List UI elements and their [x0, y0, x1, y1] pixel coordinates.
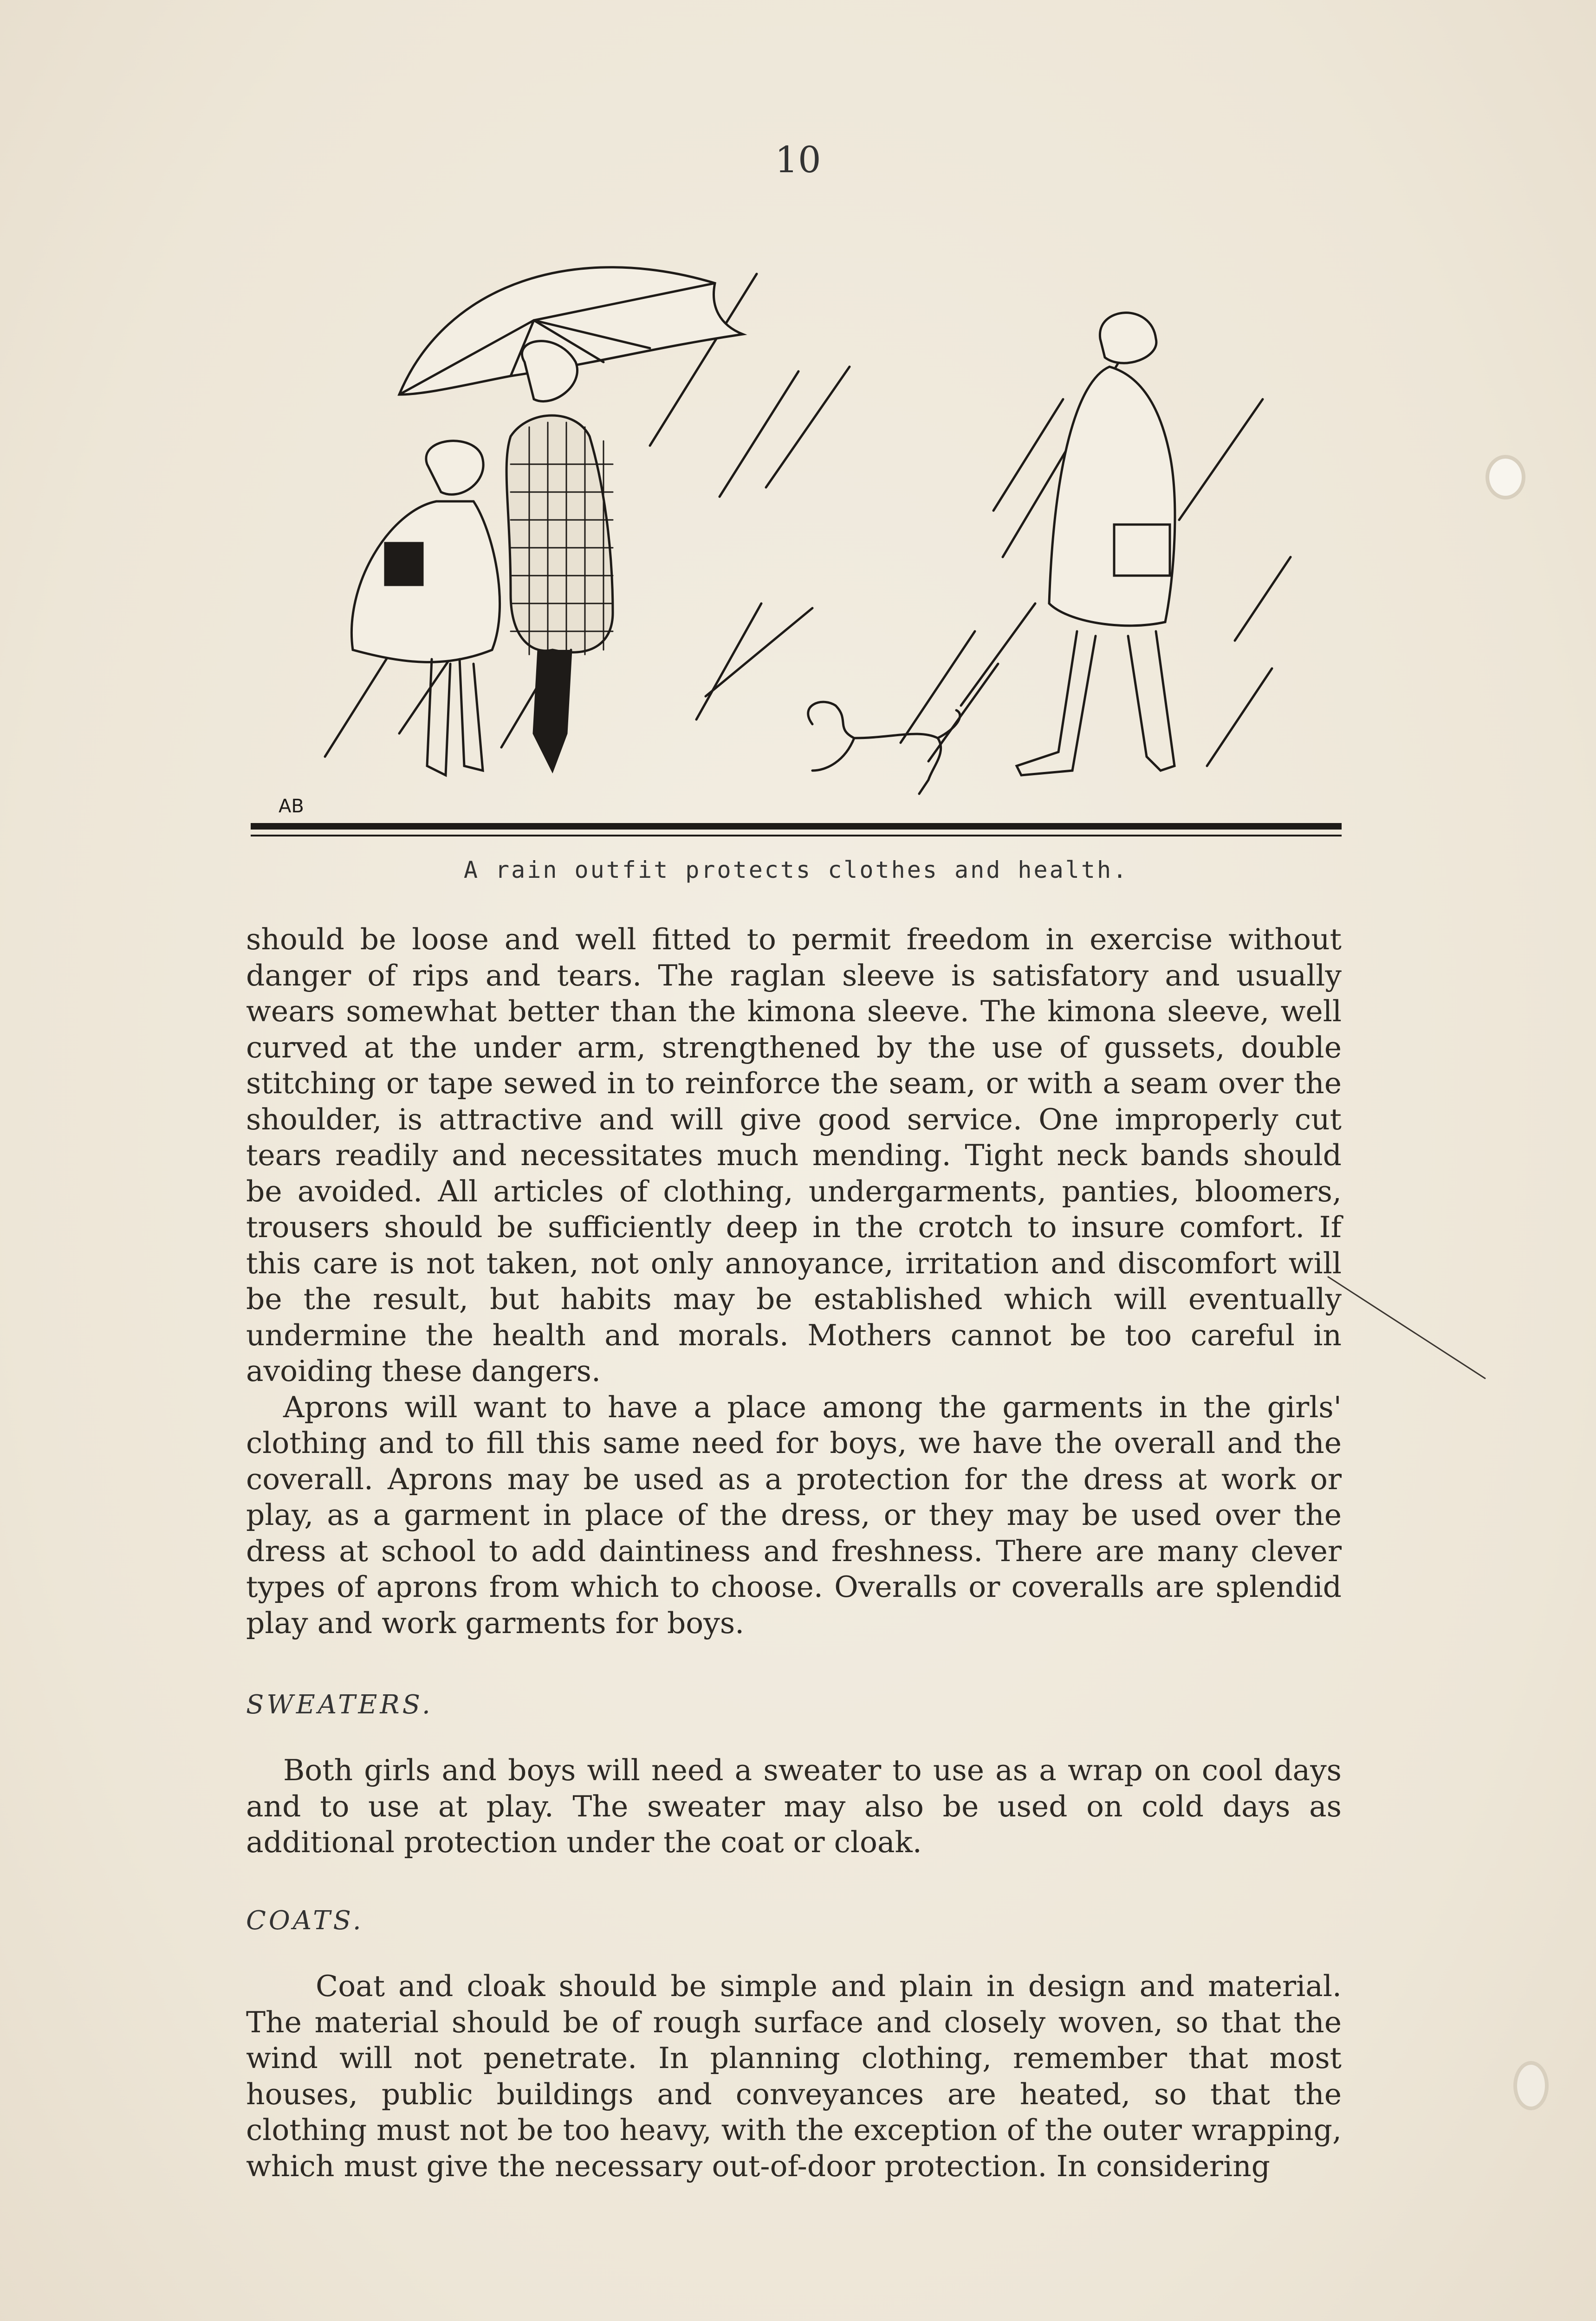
punch-hole-top: [1486, 455, 1525, 499]
paragraph-coats: Coat and cloak should be simple and plain in design and material. The material should be of rough surface and closely woven, so that the wind will not penetrate. In planning clothing, remember that most houses, public buildings and conveyances are heated, so that the clothing must not be too heavy, with the exception of the outer wrapping, which must give the necessary out-of-door protection. In considering: [246, 1969, 1342, 2183]
body-text-upper: [246, 921, 1342, 1641]
body-text-coats: [246, 1968, 1342, 2184]
pencil-mark: [1323, 1253, 1490, 1383]
paragraph-sweaters: Both girls and boys will need a sweater to use as a wrap on cool days and to use at play. The sweater may also be used on cold days as additional protection under the coat or cloak.: [246, 1753, 1342, 1859]
paragraph-continuation: should be loose and well fitted to permit freedom in exercise without danger of rips and tears. The raglan sleeve is satisfatory and usually wears somewhat better than the kimona sleeve. The kimona sleeve, well curved at the under arm, strengthened by the use of gussets, double stitching or tape sewed in to reinforce the seam, or with a seam over the shoulder, is attractive and will give good service. One improperly cut tears readily and necessitates much mending. Tight neck bands should be avoided. All articles of clothing, undergarments, panties, bloomers, trousers should be sufficiently deep in the crotch to insure comfort. If this care is not taken, not only annoyance, irritation and discomfort will be the result, but habits may be established which will eventually undermine the health and morals. Mothers cannot be too careful in avoiding these dangers.: [246, 922, 1342, 1388]
paragraph-aprons: Aprons will want to have a place among the garments in the girls' clothing and to fill this same need for boys, we have the overall and the coverall. Aprons may be used as a protection for the dress at work or play, as a garment in place of the dress, or they may be used over the dress at school to add daintiness and freshness. There are many clever types of aprons from which to choose. Overalls or coveralls are splendid play and work garments for boys.: [246, 1390, 1342, 1640]
body-text-sweaters: [246, 1752, 1342, 1861]
figure-caption: A rain outfit protects clothes and health.: [463, 856, 1129, 883]
artist-monogram: AB: [279, 796, 304, 817]
rain-illustration: [251, 223, 1342, 849]
heading-coats: COATS.: [246, 1906, 364, 1936]
heading-sweaters: SWEATERS.: [246, 1690, 433, 1720]
page-number: 10: [775, 139, 821, 181]
punch-hole-bottom: [1513, 2061, 1549, 2110]
